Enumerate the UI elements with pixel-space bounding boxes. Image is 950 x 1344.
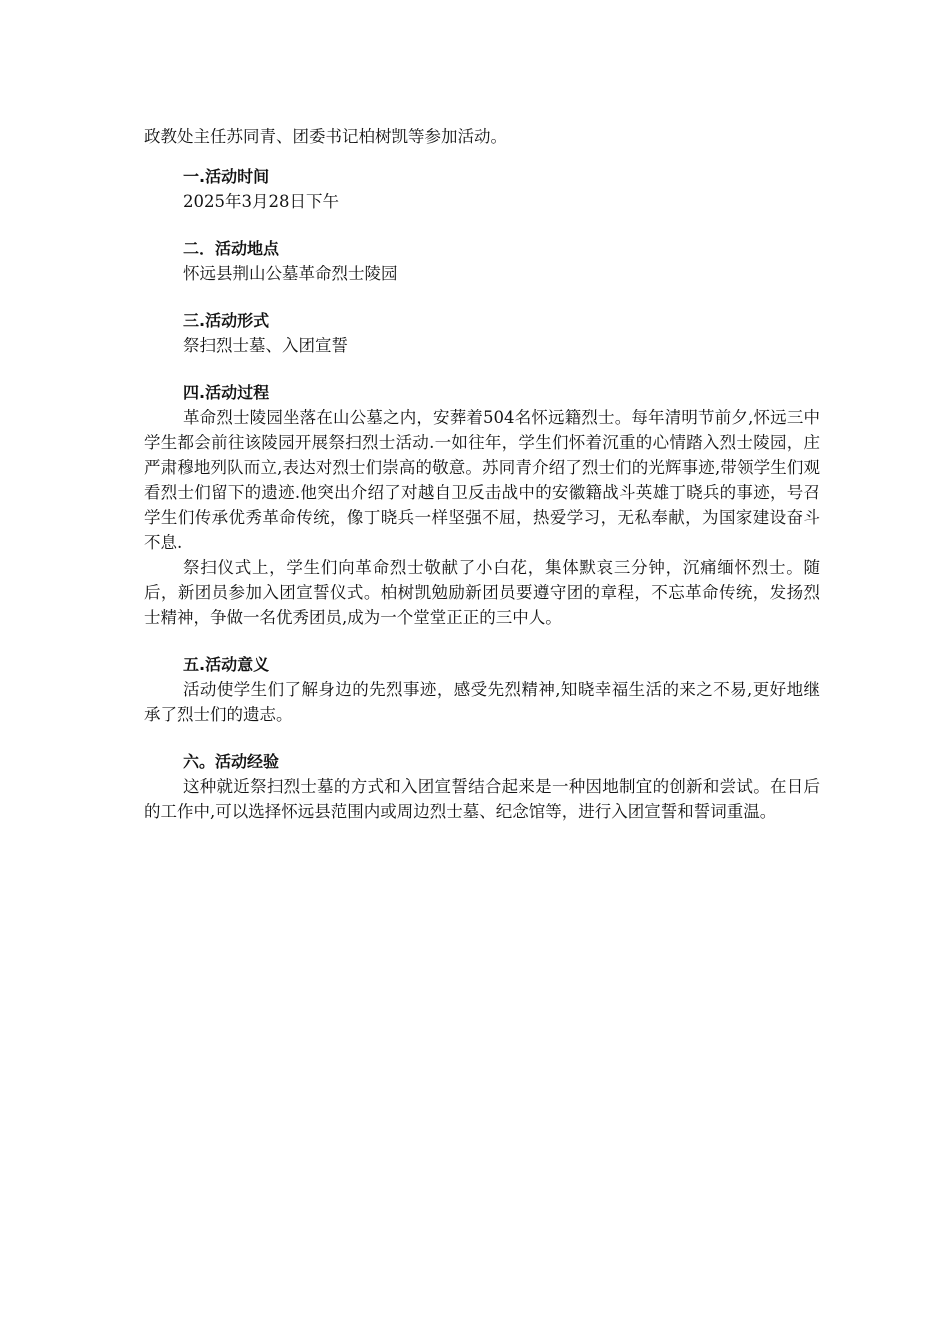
section-body-time: 2025年3月28日下午	[183, 192, 339, 211]
section-activity-significance	[144, 652, 820, 727]
section-body-form: 祭扫烈士墓、入团宣誓	[183, 336, 348, 355]
section-activity-time	[144, 164, 820, 214]
document-content	[144, 124, 820, 846]
process-paragraph-2: 祭扫仪式上，学生们向革命烈士敬献了小白花，集体默哀三分钟，沉痛缅怀烈士。随后，新团员参加入团宣誓仪式。柏树凯勉励新团员要遵守团的章程，不忘革命传统，发扬烈士精神，争做一名优秀团员,成为一个堂堂正正的三中人。	[144, 558, 820, 627]
section-activity-experience	[144, 749, 820, 824]
section-heading-location: 二．活动地点	[183, 239, 280, 258]
experience-paragraph: 这种就近祭扫烈士墓的方式和入团宣誓结合起来是一种因地制宜的创新和尝试。在日后的工作中,可以选择怀远县范围内或周边烈士墓、纪念馆等，进行入团宣誓和誓词重温。	[144, 777, 820, 821]
section-heading-time: 一.活动时间	[183, 167, 270, 186]
process-paragraph-1: 革命烈士陵园坐落在山公墓之内，安葬着504名怀远籍烈士。每年清明节前夕,怀远三中学生都会前往该陵园开展祭扫烈士活动.一如往年，学生们怀着沉重的心情踏入烈士陵园，庄严肃穆地列队而立,表达对烈士们崇高的敬意。苏同青介绍了烈士们的光辉事迹,带领学生们观看烈士们留下的遗迹.他突出介绍了对越自卫反击战中的安徽籍战斗英雄丁晓兵的事迹，号召学生们传承优秀革命传统，像丁晓兵一样坚强不屈，热爱学习，无私奉献，为国家建设奋斗不息.	[144, 408, 820, 552]
section-heading-significance: 五.活动意义	[183, 655, 270, 674]
section-heading-experience: 六。活动经验	[183, 752, 280, 771]
section-body-location: 怀远县荆山公墓革命烈士陵园	[183, 264, 398, 283]
intro-paragraph: 政教处主任苏同青、团委书记柏树凯等参加活动。	[144, 127, 507, 146]
section-heading-form: 三.活动形式	[183, 311, 270, 330]
significance-paragraph: 活动使学生们了解身边的先烈事迹，感受先烈精神,知晓幸福生活的来之不易,更好地继承了烈士们的遗志。	[144, 680, 820, 724]
section-activity-form	[144, 308, 820, 358]
section-activity-location	[144, 236, 820, 286]
section-activity-process	[144, 380, 820, 630]
section-heading-process: 四.活动过程	[183, 383, 270, 402]
